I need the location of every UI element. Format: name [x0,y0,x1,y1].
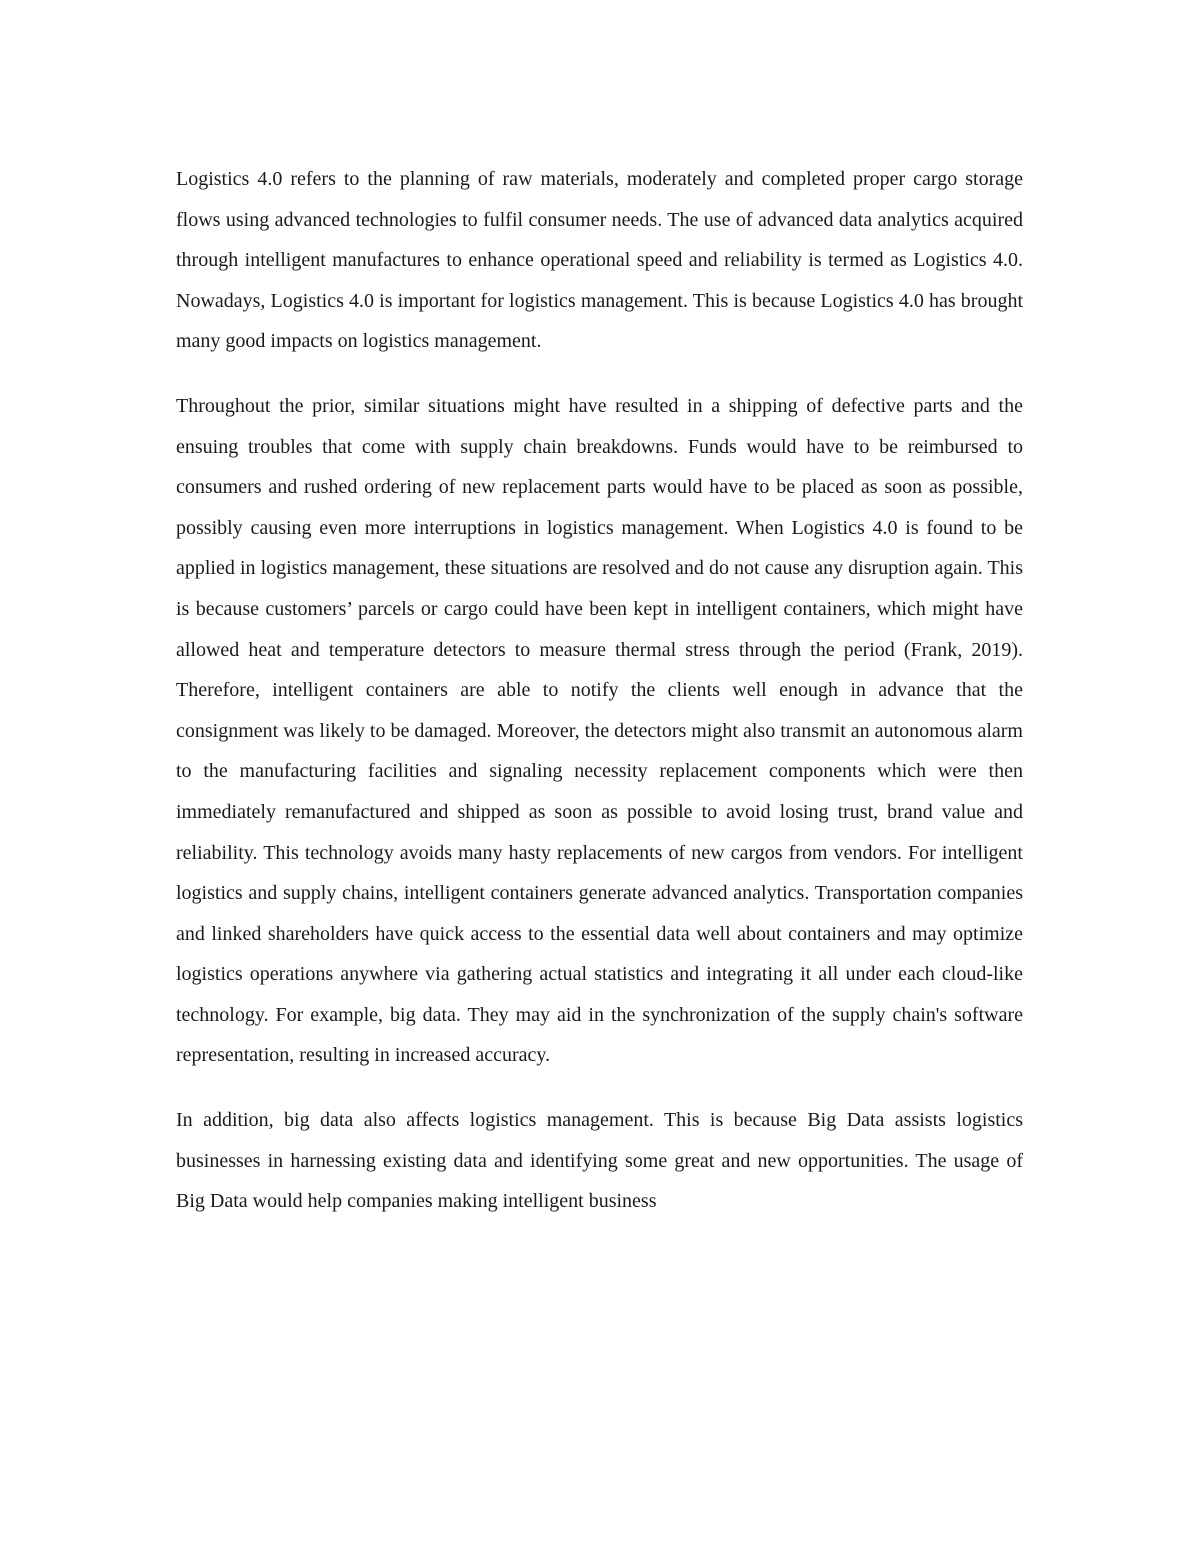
paragraph-logistics-definition: Logistics 4.0 refers to the planning of raw materials, moderately and completed proper cargo storage flows using advanced technologies to fulfil consumer needs. The use of advanced data analytics acquired through intelligent manufactures to enhance operational speed and reliability is termed as Logistics 4.0. Nowadays, Logistics 4.0 is important for logistics management. This is because Logistics 4.0 has brought many good impacts on logistics management. [176,168,1023,353]
paragraph-intelligent-containers: Throughout the prior, similar situations might have resulted in a shipping of defective parts and the ensuing troubles that come with supply chain breakdowns. Funds would have to be reimbursed to consumers and rushed ordering of new replacement parts would have to be placed as soon as possible, possibly causing even more interruptions in logistics management. When Logistics 4.0 is found to be applied in logistics management, these situations are resolved and do not cause any disruption again. This is because customers’ parcels or cargo could have been kept in intelligent containers, which might have allowed heat and temperature detectors to measure thermal stress through the period (Frank, 2019). Therefore, intelligent containers are able to notify the clients well enough in advance that the consignment was likely to be damaged. Moreover, the detectors might also transmit an autonomous alarm to the manufacturing facilities and signaling necessity replacement components which were then immediately remanufactured and shipped as soon as possible to avoid losing trust, brand value and reliability. This technology avoids many hasty replacements of new cargos from vendors. For intelligent logistics and supply chains, intelligent containers generate advanced analytics. Transportation companies and linked shareholders have quick access to the essential data well about containers and may optimize logistics operations anywhere via gathering actual statistics and integrating it all under each cloud-like technology. For example, big data. They may aid in the synchronization of the supply chain's software representation, resulting in increased accuracy. [176,394,1023,1067]
paragraph-big-data: In addition, big data also affects logistics management. This is because Big Data assists logistics businesses in harnessing existing data and identifying some great and new opportunities. The usage of Big Data would help companies making intelligent business [176,1109,1023,1213]
body-text [176,159,1023,1246]
